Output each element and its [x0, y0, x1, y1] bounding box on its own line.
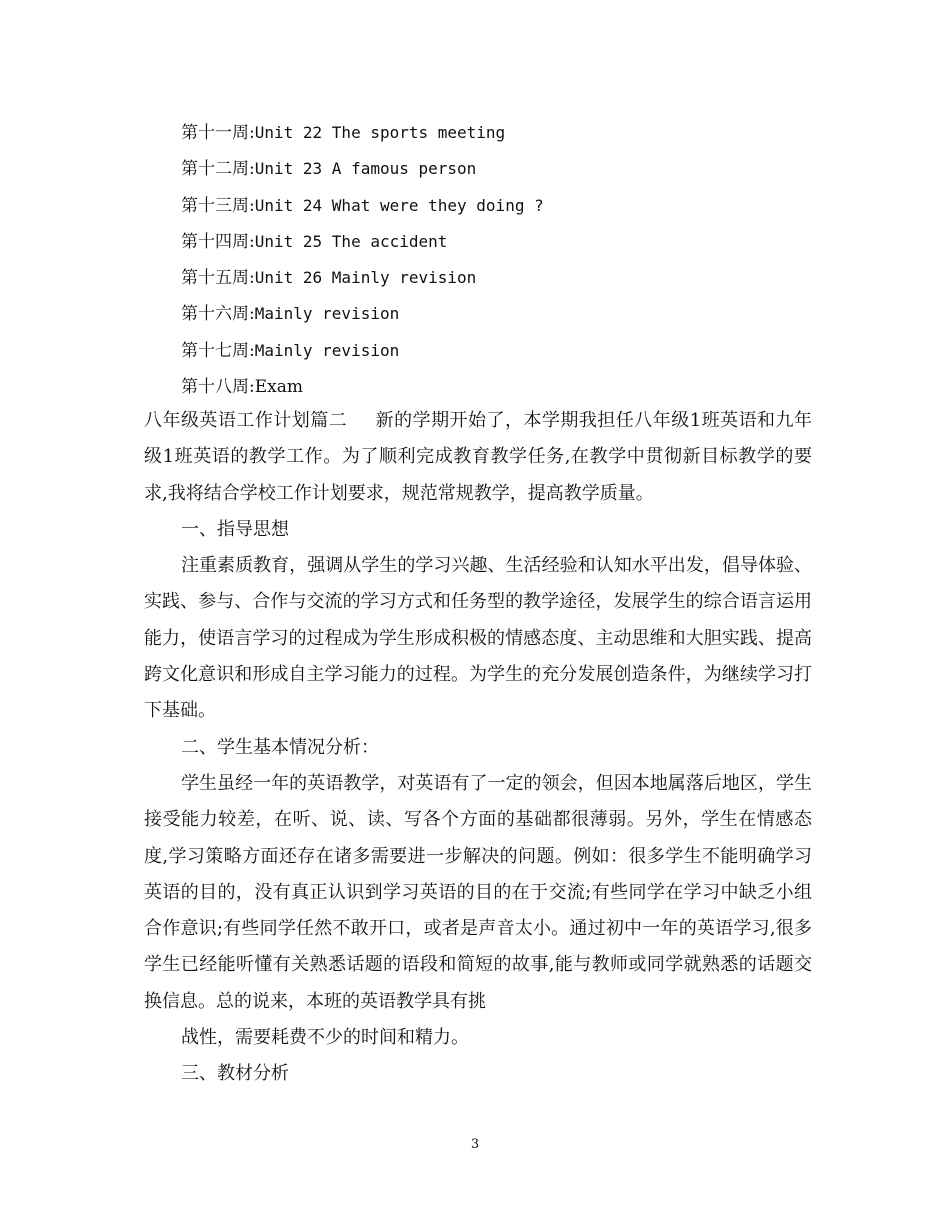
week-content: Unit 24 What were they doing ? — [254, 195, 544, 215]
week-line — [181, 296, 544, 332]
paragraph-student-analysis-continued: 战性，需要耗费不少的时间和精力。 — [181, 1027, 469, 1049]
week-line — [181, 115, 544, 151]
document-body — [144, 403, 812, 1093]
section-intro-text: 新的学期开始了，本学期我担任八年级1班英语和九年级1班英语的教学工作。为了顺利完成教育教学任务,在教学中贯彻新目标教学的要求,我将结合学校工作计划要求，规范常规教学，提高教学质量。 — [144, 410, 812, 504]
week-line — [181, 333, 544, 369]
week-content: Exam — [254, 377, 303, 398]
week-line — [181, 369, 544, 405]
week-label: 第十三周: — [181, 195, 255, 216]
week-content: Mainly revision — [254, 340, 400, 360]
week-label: 第十八周: — [181, 377, 255, 398]
page-number: 3 — [470, 1137, 480, 1152]
week-content: Mainly revision — [254, 304, 400, 324]
week-label: 第十六周: — [181, 304, 255, 325]
week-content: Unit 25 The accident — [254, 231, 448, 251]
week-content: Unit 23 A famous person — [254, 159, 477, 179]
week-schedule-list — [181, 115, 544, 405]
paragraph-guiding-ideology: 注重素质教育，强调从学生的学习兴趣、生活经验和认知水平出发，倡导体验、实践、参与、合作与交流的学习方式和任务型的教学途径，发展学生的综合语言运用能力，使语言学习的过程成为学生形成积极的情感态度、主动思维和大胆实践、提高跨文化意识和形成自主学习能力的过程。为学生的充分发展创造条件，为继续学习打下基础。 — [144, 555, 812, 722]
week-line — [181, 260, 544, 296]
section-intro-paragraph — [144, 403, 812, 512]
week-label: 第十五周: — [181, 268, 255, 289]
week-label: 第十二周: — [181, 159, 255, 180]
heading-textbook-analysis: 三、教材分析 — [181, 1063, 289, 1085]
week-content: Unit 22 The sports meeting — [254, 123, 506, 142]
week-line — [181, 188, 544, 224]
week-content: Unit 26 Mainly revision — [254, 268, 477, 288]
heading-guiding-ideology: 一、指导思想 — [181, 518, 289, 540]
week-line — [181, 224, 544, 260]
paragraph-student-analysis: 学生虽经一年的英语教学，对英语有了一定的领会，但因本地属落后地区，学生接受能力较差，在听、说、读、写各个方面的基础都很薄弱。另外，学生在情感态度,学习策略方面还存在诸多需要进一步解决的问题。例如：很多学生不能明确学习英语的目的，没有真正认识到学习英语的目的在于交流;有些同学在学习中缺乏小组合作意识;有些同学任然不敢开口，或者是声音太小。通过初中一年的英语学习,很多学生已经能听懂有关熟悉话题的语段和简短的故事,能与教师或同学就熟悉的话题交换信息。总的说来，本班的英语教学具有挑 — [144, 772, 812, 1012]
week-label: 第十一周: — [181, 123, 255, 143]
week-line — [181, 151, 544, 187]
section-title: 八年级英语工作计划篇二 — [144, 410, 348, 431]
week-label: 第十四周: — [181, 231, 255, 252]
week-label: 第十七周: — [181, 340, 255, 361]
heading-student-analysis: 二、学生基本情况分析： — [181, 736, 379, 758]
